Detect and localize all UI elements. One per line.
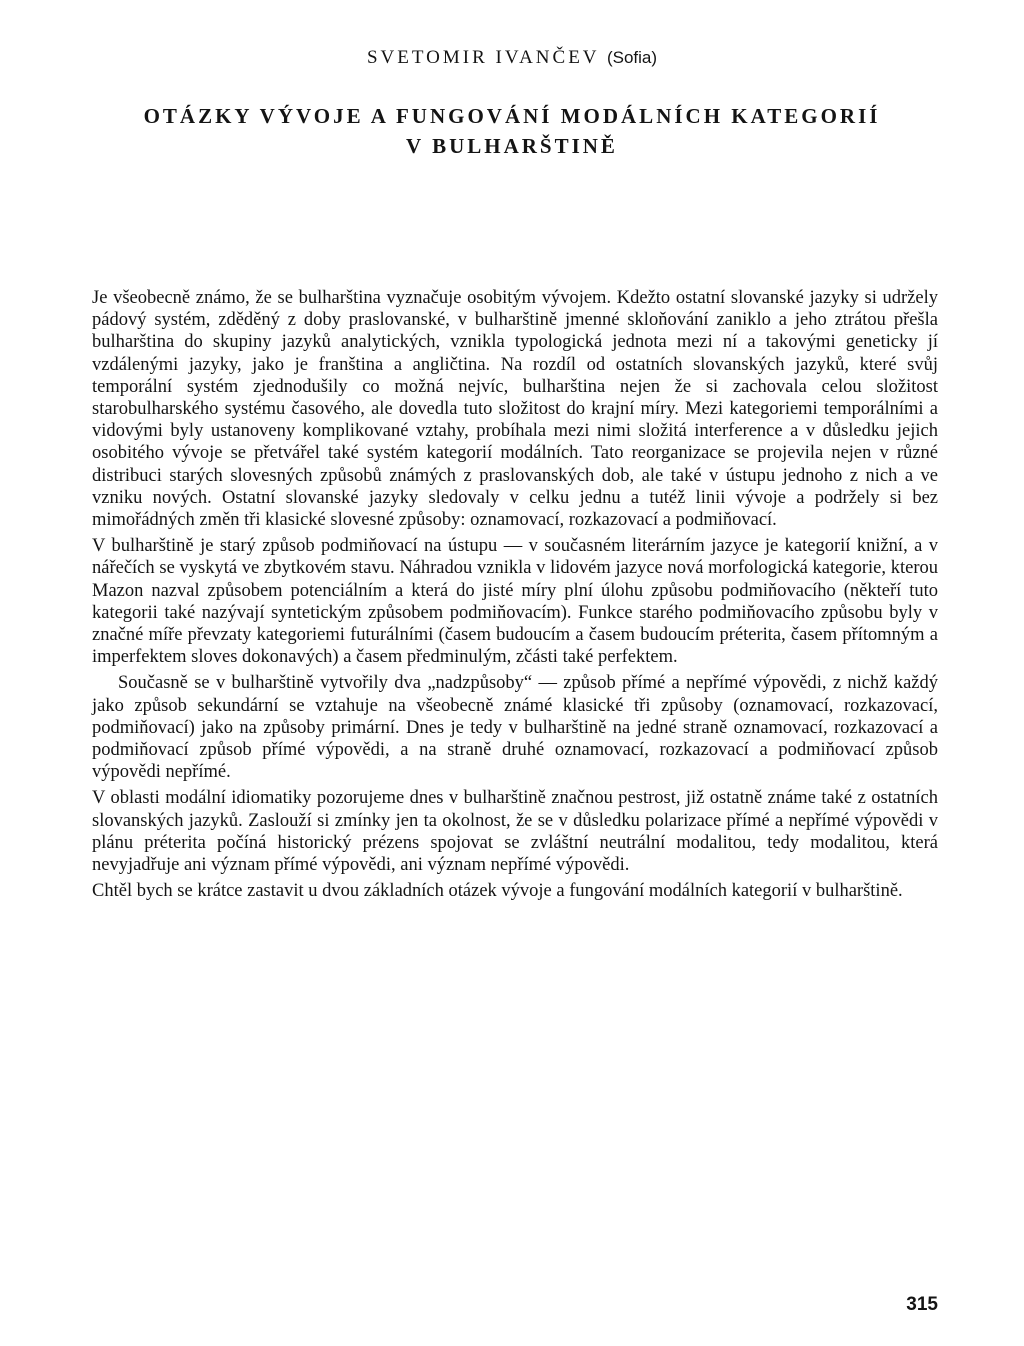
article-title [60, 101, 964, 161]
author-affiliation: (Sofia) [606, 48, 658, 67]
paragraph-2: V bulharštině je starý způsob podmiňovací na ústupu — v současném literárním jazyce je kategorií knižní, a v nářečích se vyskytá ve zbytkovém stavu. Náhradou vznikla v lidovém jazyce nová morfologická kategorie, kterou Mazon nazval způsobem potenciálním a která do jisté míry plní úlohu způsobu podmiňovacího (někteří tuto kategorii také nazývají syntetickým způsobem podmiňovacím). Funkce starého podmiňovacího způsobu byly v značné míře převzaty kategoriemi futurálními (časem budoucím a časem budoucím préterita, časem přítomným a imperfektem sloves dokonavých) a časem předminulým, zčásti také perfektem. [92, 536, 938, 668]
paragraph-5: Chtěl bych se krátce zastavit u dvou základních otázek vývoje a fungování modálních kategorií v bulharštině. [92, 881, 903, 902]
title-line-1: OTÁZKY VÝVOJE A FUNGOVÁNÍ MODÁLNÍCH KATEGORIÍ [143, 104, 881, 128]
article-body [92, 287, 938, 902]
paragraph-3: Současně se v bulharštině vytvořily dva „nadzpůsoby“ — způsob přímé a nepřímé výpovědi, z nichž každý jako způsob sekundární se vztahuje na všeobecně známé klasické tři způsoby (oznamovací, rozkazovací, podmiňovací) jako na způsoby primární. Dnes je tedy v bulharštině na jedné straně oznamovací, rozkazovací a podmiňovací způsob přímé výpovědi, a na straně druhé oznamovací, rozkazovací a podmiňovací způsob výpovědi nepřímé. [92, 673, 938, 783]
paragraph-4: V oblasti modální idiomatiky pozorujeme dnes v bulharštině značnou pestrost, již ostatně známe také z ostatních slovanských jazyků. Zaslouží si zmínky jen ta okolnost, že se v důsledku polarizace přímé a nepřímé výpovědi v plánu préterita počíná historický prézens spojovat se zvláštní neutrální modalitou, tedy modalitou, která nevyjadřuje ani význam přímé výpovědi, ani význam nepřímé výpovědi. [92, 788, 938, 876]
title-line-2: V BULHARŠTINĚ [406, 134, 618, 158]
author-line [0, 46, 1024, 70]
author-name: SVETOMIR IVANČEV [366, 47, 600, 68]
paragraph-1: Je všeobecně známo, že se bulharština vyznačuje osobitým vývojem. Kdežto ostatní slovanské jazyky si udržely pádový systém, zděděný z doby praslovanské, v bulharštině jmenné skloňování zaniklo a jeho ztrátou přešla bulharština do skupiny jazyků analytických, vznikla typologická jednota mezi ní a takovými geneticky jí vzdálenými jazyky, jako je franština a angličtina. Na rozdíl od ostatních slovanských jazyků, které svůj temporální systém zjednodušily co možná nejvíc, bulharština nejen že si zachovala celou složitost starobulharského systému časového, ale dovedla tuto složitost do krajní míry. Mezi kategoriemi temporálními a vidovými byly ustanoveny komplikované vztahy, probíhala mezi nimi složitá interference a v důsledku jejich osobitého vývoje se přetvářel také systém kategorií modálních. Tato reorganizace se projevila nejen v různé distribuci starých slovesných způsobů známých z praslovanských dob, ale také v ústupu jednoho z nich a ve vzniku nových. Ostatní slovanské jazyky sledovaly v celku jednu a tutéž linii vývoje a podržely si bez mimořádných změn tři klasické slovesné způsoby: oznamovací, rozkazovací a podmiňovací. [92, 288, 938, 531]
page-number: 315 [906, 1294, 938, 1315]
